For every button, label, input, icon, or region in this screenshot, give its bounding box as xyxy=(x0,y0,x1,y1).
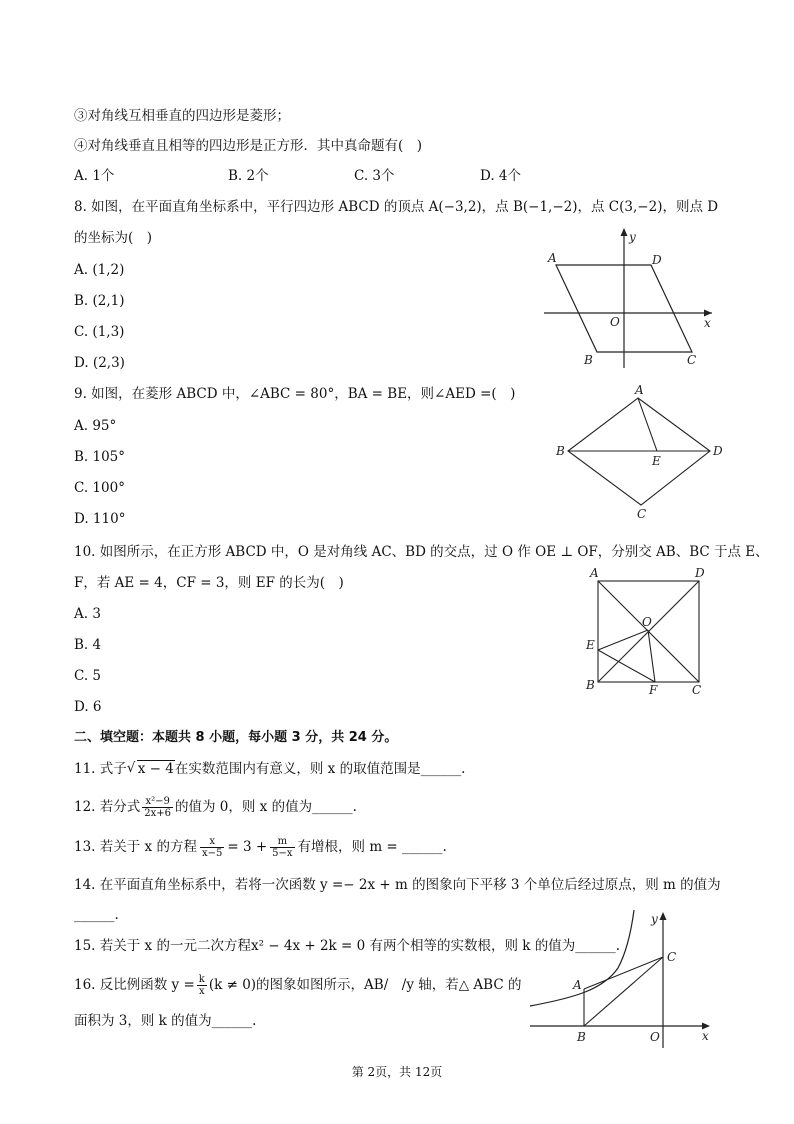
q9-option-b: B. 105° xyxy=(74,449,126,465)
q16-label-b: B xyxy=(577,1030,586,1044)
q8-label-b: B xyxy=(584,353,593,367)
q16-fraction xyxy=(197,974,207,997)
q11 xyxy=(74,760,465,778)
section-2-heading: 二、填空题：本题共 8 小题，每小题 3 分，共 24 分。 xyxy=(74,730,398,745)
q11-suffix: 在实数范围内有意义，则 x 的取值范围是______. xyxy=(174,761,466,777)
q8-option-c: C. (1,3) xyxy=(74,324,125,340)
q10-stem-line2: F，若 AE = 4，CF = 3，则 EF 的长为( ) xyxy=(74,575,344,591)
q10-label-o: O xyxy=(642,615,652,629)
q8-stem-line1: 8. 如图，在平面直角坐标系中，平行四边形 ABCD 的顶点 A(−3,2)，点 B(−1,−2)，点 C(3,−2)，则点 D xyxy=(74,199,719,215)
q10-option-d: D. 6 xyxy=(74,699,102,715)
q9-option-d: D. 110° xyxy=(74,511,126,527)
q10-option-a: A. 3 xyxy=(74,606,101,622)
q8-label-y: y xyxy=(629,230,636,244)
q15: 15. 若关于 x 的一元二次方程x² − 4x + 2k = 0 有两个相等的实数根，则 k 的值为______. xyxy=(74,938,621,954)
q10-label-b: B xyxy=(586,678,595,692)
q10-label-e: E xyxy=(586,638,595,652)
q12-fraction xyxy=(142,796,173,819)
q12 xyxy=(74,796,357,819)
q9-label-a: A xyxy=(635,383,644,397)
q8-label-a: A xyxy=(548,251,557,265)
q13 xyxy=(74,836,447,859)
q12-numerator: x²−9 xyxy=(142,796,173,808)
q8-label-x: x xyxy=(704,316,711,330)
q14-line2: ______. xyxy=(74,907,119,923)
q13-fraction-1 xyxy=(200,836,224,859)
q12-denominator: 2x+6 xyxy=(144,808,172,819)
q13-denominator-2: 5−x xyxy=(272,848,293,859)
q16-label-o: O xyxy=(650,1030,660,1044)
q11-sqrt: √ x − 4 xyxy=(126,760,174,777)
q13-numerator-2: m xyxy=(270,836,294,848)
q9-label-b: B xyxy=(556,444,565,458)
q16-label-x: x xyxy=(702,1029,709,1043)
q8-label-c: C xyxy=(687,353,697,367)
q7-option-a: A. 1个 xyxy=(74,168,115,184)
q10-label-c: C xyxy=(692,683,702,697)
q11-prefix: 11. 式子 xyxy=(74,761,127,777)
q8-option-a: A. (1,2) xyxy=(74,262,125,278)
q13-prefix: 13. 若关于 x 的方程 xyxy=(74,839,197,855)
q13-middle: = 3 + xyxy=(227,839,268,855)
q8-label-d: D xyxy=(652,253,662,267)
q9-figure xyxy=(555,383,735,523)
q9-label-d: D xyxy=(713,444,723,458)
q9-option-a: A. 95° xyxy=(74,418,117,434)
q10-stem-line1: 10. 如图所示，在正方形 ABCD 中，O 是对角线 AC、BD 的交点，过 O 作 OE ⊥ OF，分别交 AB、BC 于点 E、 xyxy=(74,544,769,560)
q8-option-b: B. (2,1) xyxy=(74,293,125,309)
q12-prefix: 12. 若分式 xyxy=(74,799,141,815)
q10-figure xyxy=(585,563,715,698)
q7-statement-3: ③对角线互相垂直的四边形是菱形； xyxy=(74,108,290,124)
q13-numerator-1: x xyxy=(200,836,224,848)
q9-option-c: C. 100° xyxy=(74,480,125,496)
q13-fraction-2 xyxy=(270,836,294,859)
q8-label-o: O xyxy=(610,315,620,329)
q16-prefix: 16. 反比例函数 y = xyxy=(74,977,195,993)
q9-label-c: C xyxy=(637,507,647,521)
q16-suffix: (k ≠ 0)的图象如图所示，AB/ /y 轴，若△ ABC 的 xyxy=(208,977,522,993)
q10-label-d: D xyxy=(695,566,705,580)
q10-option-c: C. 5 xyxy=(74,668,102,684)
q9-label-e: E xyxy=(652,454,661,468)
q16-line2: 面积为 3，则 k 的值为______. xyxy=(74,1013,257,1029)
q10-option-b: B. 4 xyxy=(74,637,102,653)
q8-figure xyxy=(540,226,720,371)
q13-denominator-1: x−5 xyxy=(201,848,223,859)
q16-label-a: A xyxy=(573,978,582,992)
q10-label-f: F xyxy=(649,683,658,697)
q16-label-c: C xyxy=(667,950,677,964)
q7-statement-4: ④对角线垂直且相等的四边形是正方形．其中真命题有( ) xyxy=(74,138,423,154)
q16-line1 xyxy=(74,974,521,997)
q7-option-d: D. 4个 xyxy=(480,168,522,184)
q16-label-y: y xyxy=(651,912,658,926)
q13-suffix: 有增根，则 m = ______. xyxy=(297,839,447,855)
q7-option-c: C. 3个 xyxy=(354,168,395,184)
page-footer: 第 2页，共 12页 xyxy=(351,1065,443,1079)
q16-figure xyxy=(528,908,718,1050)
q16-numerator: k xyxy=(198,974,205,985)
q12-suffix: 的值为 0，则 x 的值为______. xyxy=(175,799,357,815)
q7-option-b: B. 2个 xyxy=(228,168,269,184)
q16-denominator: x xyxy=(199,986,205,997)
q8-stem-line2: 的坐标为( ) xyxy=(74,230,153,246)
q9-stem: 9. 如图，在菱形 ABCD 中，∠ABC = 80°，BA = BE，则∠AED =( ) xyxy=(74,386,516,402)
q14-line1: 14. 在平面直角坐标系中，若将一次函数 y =− 2x + m 的图象向下平移 3 个单位后经过原点，则 m 的值为 xyxy=(74,877,721,893)
q10-label-a: A xyxy=(590,566,599,580)
q11-radicand: x − 4 xyxy=(137,761,174,777)
q8-option-d: D. (2,3) xyxy=(74,355,125,371)
